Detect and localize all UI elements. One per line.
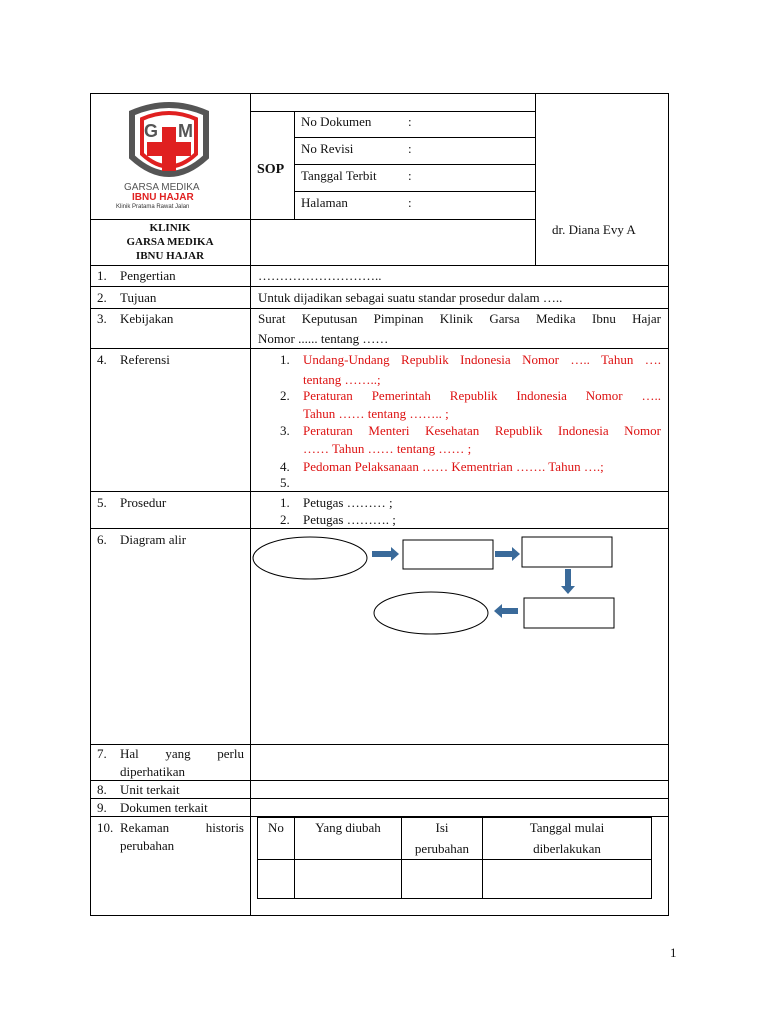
field-no-revisi-sep: : <box>408 141 412 156</box>
row-tujuan-value: Untuk dijadikan sebagai suatu standar prosedur dalam ….. <box>258 290 563 305</box>
history-header-yang-diubah: Yang diubah <box>315 820 381 835</box>
ref-1-num: 1. <box>280 352 290 367</box>
page-number: 1 <box>670 945 677 960</box>
clinic-name-1: KLINIK <box>149 222 191 234</box>
signer-name: dr. Diana Evy A <box>552 222 636 237</box>
row-prosedur-label: Prosedur <box>120 495 167 510</box>
row-pengertian-label: Pengertian <box>120 268 176 283</box>
ref-3-line2: …… Tahun …… tentang …… ; <box>303 441 472 456</box>
sop-label: SOP <box>257 162 285 177</box>
row-kebijakan-label: Kebijakan <box>120 311 174 326</box>
arrow-right-2 <box>495 547 520 561</box>
logo-emblem <box>110 99 228 189</box>
ref-4-line1: Pedoman Pelaksanaan …… Kementrian ……. Tahun ….; <box>303 459 604 474</box>
row-hal-label-1: Hal yang perlu <box>120 746 244 761</box>
flow-diagram <box>252 530 666 742</box>
row-rekaman-label-2: perubahan <box>120 838 175 853</box>
flow-box-2 <box>522 537 612 567</box>
arrow-right-1 <box>372 547 399 561</box>
arrow-left <box>494 604 518 618</box>
svg-text:M: M <box>178 121 193 141</box>
row-hal-label-2: diperhatikan <box>120 764 185 779</box>
history-header-isi: Isi <box>435 820 449 835</box>
svg-text:G: G <box>144 121 159 141</box>
row-referensi-num: 4. <box>97 352 107 367</box>
prosedur-1-text: Petugas ……… ; <box>303 495 393 510</box>
row-diagram-num: 6. <box>97 532 107 547</box>
row-kebijakan-line1: Surat Keputusan Pimpinan Klinik Garsa Medika Ibnu Hajar <box>258 311 661 326</box>
row-tujuan-label: Tujuan <box>120 290 157 305</box>
row-rekaman-label-1: Rekaman historis <box>120 820 244 835</box>
field-halaman-label: Halaman <box>301 195 348 210</box>
history-header-tanggal: Tanggal mulai <box>529 820 605 835</box>
row-unit-label: Unit terkait <box>120 782 180 797</box>
flow-box-3 <box>524 598 614 628</box>
field-halaman-sep: : <box>408 195 412 210</box>
field-no-dokumen-sep: : <box>408 114 412 129</box>
row-kebijakan-line2: Nomor ...... tentang …… <box>258 331 389 346</box>
row-kebijakan-num: 3. <box>97 311 107 326</box>
row-pengertian-value: ……………………….. <box>258 268 382 283</box>
ref-2-line1: Peraturan Pemerintah Republik Indonesia Nomor ….. <box>303 388 661 403</box>
field-no-dokumen-label: No Dokumen <box>301 114 372 129</box>
prosedur-2-text: Petugas ………. ; <box>303 512 396 527</box>
ref-1-line2: tentang ……..; <box>303 372 381 387</box>
ref-3-num: 3. <box>280 423 290 438</box>
field-tanggal-terbit-label: Tanggal Terbit <box>301 168 377 183</box>
logo-line-2: IBNU HAJAR <box>132 192 194 203</box>
prosedur-1-num: 1. <box>280 495 290 510</box>
row-dokumen-label: Dokumen terkait <box>120 800 208 815</box>
ref-1-line1: Undang-Undang Republik Indonesia Nomor ….. Tahun …. <box>303 352 661 367</box>
ref-4-num: 4. <box>280 459 290 474</box>
row-diagram-label: Diagram alir <box>120 532 187 547</box>
ref-5-num: 5. <box>280 475 290 490</box>
ref-2-num: 2. <box>280 388 290 403</box>
row-tujuan-num: 2. <box>97 290 107 305</box>
field-tanggal-terbit-sep: : <box>408 168 412 183</box>
history-header-isi-2: perubahan <box>414 841 470 856</box>
logo-line-3: Klinik Pratama Rawat Jalan <box>116 204 190 210</box>
flow-box-1 <box>403 540 493 569</box>
arrow-down <box>561 569 575 594</box>
flow-end-oval <box>374 592 488 634</box>
history-header-tanggal-2: diberlakukan <box>533 841 601 856</box>
row-prosedur-num: 5. <box>97 495 107 510</box>
flow-start-oval <box>253 537 367 579</box>
row-dokumen-num: 9. <box>97 800 107 815</box>
field-no-revisi-label: No Revisi <box>301 141 354 156</box>
clinic-logo <box>110 99 228 215</box>
ref-2-line2: Tahun …… tentang …….. ; <box>303 406 449 421</box>
row-pengertian-num: 1. <box>97 268 107 283</box>
ref-3-line1: Peraturan Menteri Kesehatan Republik Indonesia Nomor <box>303 423 661 438</box>
row-rekaman-num: 10. <box>97 820 114 835</box>
clinic-name-3: IBNU HAJAR <box>135 250 205 262</box>
clinic-name-2: GARSA MEDIKA <box>126 236 214 248</box>
history-header-no: No <box>268 820 284 835</box>
prosedur-2-num: 2. <box>280 512 290 527</box>
row-referensi-label: Referensi <box>120 352 170 367</box>
logo-line-1: GARSA MEDIKA <box>124 182 200 193</box>
row-unit-num: 8. <box>97 782 107 797</box>
row-hal-num: 7. <box>97 746 107 761</box>
